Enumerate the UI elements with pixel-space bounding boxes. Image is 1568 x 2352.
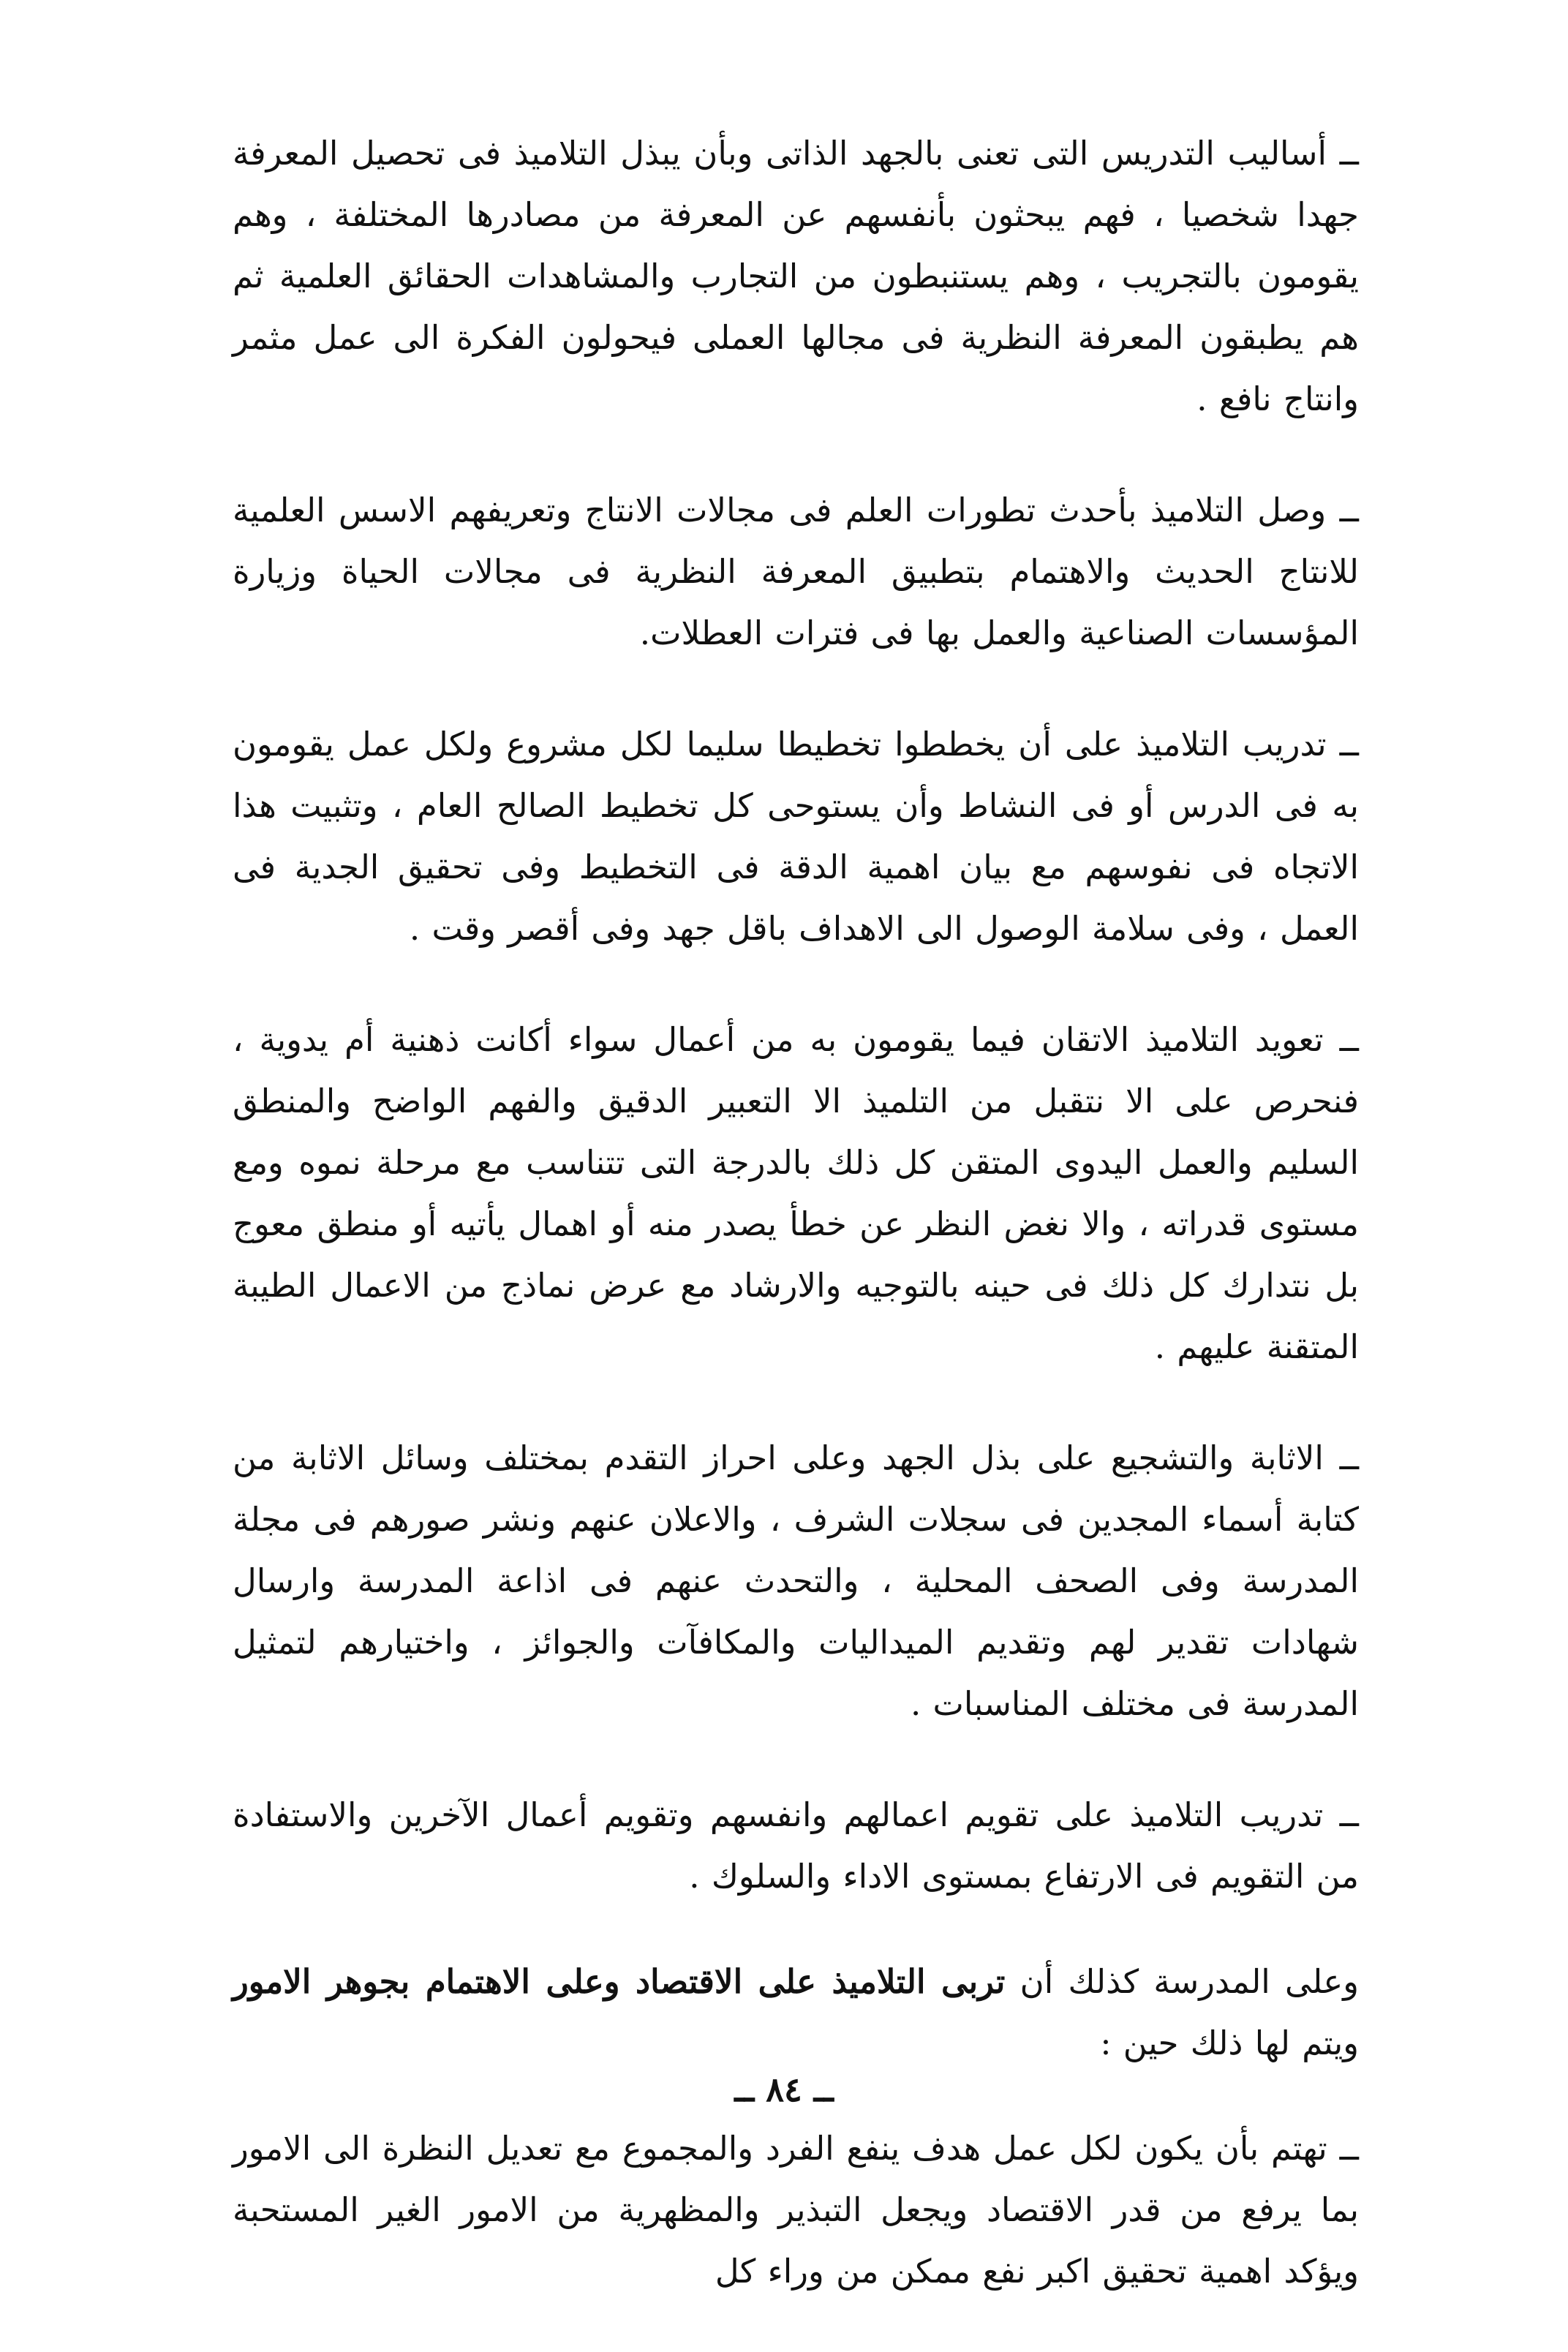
- page-number: ــ ٨٤ ــ: [734, 2070, 834, 2109]
- economy-intro-tail: ويتم لها ذلك حين :: [1100, 2024, 1359, 2062]
- paragraph-economy-intro: [233, 1951, 1359, 2074]
- paragraph-latest-developments: ــ وصل التلاميذ بأحدث تطورات العلم فى مجالات الانتاج وتعريفهم الاسس العلمية للانتاج الحديث والاهتمام بتطبيق المعرفة النظرية فى مجالات الحياة وزيارة المؤسسات الصناعية والعمل بها فى فترات العطلات.: [233, 491, 1359, 652]
- paragraph-self-evaluation: ــ تدريب التلاميذ على تقويم اعمالهم وانفسهم وتقويم أعمال الآخرين والاستفادة من التقويم فى الارتفاع بمستوى الاداء والسلوك .: [233, 1795, 1359, 1896]
- paragraph-reward: ــ الاثابة والتشجيع على بذل الجهد وعلى احراز التقدم بمختلف وسائل الاثابة من كتابة أسماء المجدين فى سجلات الشرف ، والاعلان عنهم ونشر صورهم فى مجلة المدرسة وفى الصحف المحلية ، والتحدث عنهم فى اذاعة المدرسة وارسال شهادات تقدير لهم وتقديم الميداليات والمكافآت والجوائز ، واختيارهم لتمثيل المدرسة فى مختلف المناسبات .: [233, 1439, 1359, 1723]
- economy-intro-lead: وعلى المدرسة كذلك أن: [1005, 1962, 1360, 2001]
- paragraph-self-effort: ــ أساليب التدريس التى تعنى بالجهد الذاتى وبأن يبذل التلاميذ فى تحصيل المعرفة جهدا شخصيا ، فهم يبحثون بأنفسهم عن المعرفة من مصادرها المختلفة ، وهم يقومون بالتجريب ، وهم يستنبطون من التجارب والمشاهدات الحقائق العلمية ثم هم يطبقون المعرفة النظرية فى مجالها العملى فيحولون الفكرة الى عمل مثمر وانتاج نافع .: [233, 134, 1359, 418]
- economy-intro-emphasis: تربى التلاميذ على الاقتصاد وعلى الاهتمام بجوهر الامور: [233, 1962, 1006, 2001]
- paragraph-planning: ــ تدريب التلاميذ على أن يخططوا تخطيطا سليما لكل مشروع ولكل عمل يقومون به فى الدرس أو فى النشاط وأن يستوحى كل تخطيط الصالح العام ، وتثبيت هذا الاتجاه فى نفوسهم مع بيان اهمية الدقة فى التخطيط وفى تحقيق الجدية فى العمل ، وفى سلامة الوصول الى الاهداف باقل جهد وفى أقصر وقت .: [233, 725, 1359, 948]
- paragraph-purposeful-work: ــ تهتم بأن يكون لكل عمل هدف ينفع الفرد والمجموع مع تعديل النظرة الى الامور بما يرفع من قدر الاقتصاد ويجعل التبذير والمظهرية من الامور الغير المستحبة ويؤكد اهمية تحقيق اكبر نفع ممكن من وراء كل: [233, 2129, 1359, 2291]
- paragraph-mastery: ــ تعويد التلاميذ الاتقان فيما يقومون به من أعمال سواء أكانت ذهنية أم يدوية ، فنحرص على الا نتقبل من التلميذ الا التعبير الدقيق والفهم الواضح والمنطق السليم والعمل اليدوى المتقن كل ذلك بالدرجة التى تتناسب مع مرحلة نموه ومع مستوى قدراته ، والا نغض النظر عن خطأ يصدر منه أو اهمال يأتيه أو منطق معوج بل نتدارك كل ذلك فى حينه بالتوجيه والارشاد مع عرض نماذج من الاعمال الطيبة المتقنة عليهم .: [233, 1020, 1359, 1366]
- body-text: [233, 123, 1359, 2352]
